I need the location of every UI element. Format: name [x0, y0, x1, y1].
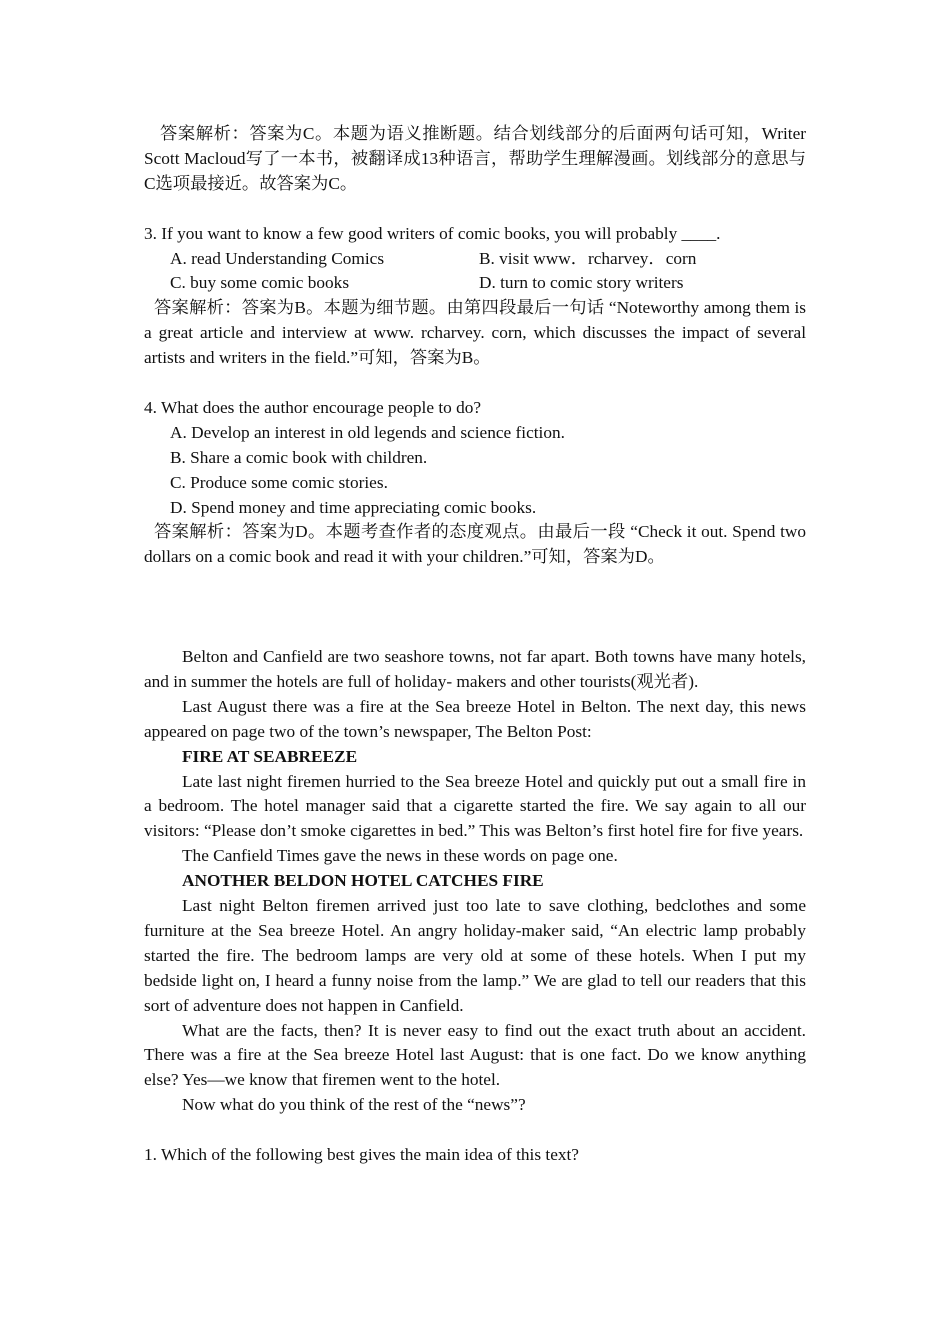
q3-question: 3. If you want to know a few good writers of comic books, you will probably ____. [144, 223, 721, 243]
q3-option-c: C. buy some comic books [170, 273, 350, 293]
headline-belton-post: FIRE AT SEABREEZE [182, 746, 358, 766]
q4-question: 4. What does the author encourage people to do? [144, 397, 482, 417]
q3-analysis: 答案解析：答案为B。本题为细节题。由第四段最后一句话 “Noteworthy among them is a great article and interview at www. rcharvey. corn, which discusses the impact of several artists and writers in the field.”可知，答案为B。 [144, 298, 806, 368]
passage-paragraph-6: What are the facts, then? It is never easy to find out the exact truth about an accident. There was a fire at the Sea breeze Hotel last August: that is one fact. Do we know anything else? Yes—we know that firemen went to the hotel. [144, 1020, 806, 1090]
passage-paragraph-4: The Canfield Times gave the news in these words on page one. [182, 846, 618, 866]
passage-paragraph-3: Late last night firemen hurried to the Sea breeze Hotel and quickly put out a small fire in a bedroom. The hotel manager said that a cigarette started the fire. We say again to all our visitors: “Please don’t smoke cigarettes in bed.” This was Belton’s first hotel fire for five years. [144, 771, 806, 841]
passage-paragraph-2: Last August there was a fire at the Sea breeze Hotel in Belton. The next day, this news appeared on page two of the town’s newspaper, The Belton Post: [144, 696, 806, 741]
q3-options-row-2 [144, 271, 806, 296]
q4-option-b: B. Share a comic book with children. [170, 447, 428, 467]
q3-option-d: D. turn to comic story writers [479, 273, 684, 293]
q3-options-row-1 [144, 247, 806, 272]
question-1: 1. Which of the following best gives the main idea of this text? [144, 1145, 579, 1165]
document-page [144, 122, 806, 1168]
passage-paragraph-7: Now what do you think of the rest of the “news”? [182, 1095, 526, 1115]
q4-option-d: D. Spend money and time appreciating comic books. [170, 497, 537, 517]
q4-analysis: 答案解析：答案为D。本题考查作者的态度观点。由最后一段 “Check it out. Spend two dollars on a comic book and read it with your children.”可知，答案为D。 [144, 522, 806, 567]
q3-option-b: B. visit www．rcharvey．corn [479, 248, 697, 268]
q3-option-a: A. read Understanding Comics [170, 248, 385, 268]
q4-option-a: A. Develop an interest in old legends and science fiction. [170, 422, 565, 442]
headline-canfield-times: ANOTHER BELDON HOTEL CATCHES FIRE [182, 871, 544, 891]
passage-paragraph-1: Belton and Canfield are two seashore towns, not far apart. Both towns have many hotels, and in summer the hotels are full of holiday- makers and other tourists(观光者). [144, 646, 806, 691]
passage-paragraph-5: Last night Belton firemen arrived just too late to save clothing, bedclothes and some furniture at the Sea breeze Hotel. An angry holiday-maker said, “An electric lamp probably started the fire. The bedroom lamps are very old at some of these hotels. When I put my bedside light on, I heard a funny noise from the lamp.” We are glad to tell our readers that this sort of adventure does not happen in Canfield. [144, 896, 806, 1015]
q4-option-c: C. Produce some comic stories. [170, 472, 388, 492]
q2-analysis: 答案解析：答案为C。本题为语义推断题。结合划线部分的后面两句话可知，Writer Scott Macloud写了一本书，被翻译成13种语言，帮助学生理解漫画。划线部分的意思与C选项最接近。故答案为C。 [144, 124, 806, 193]
